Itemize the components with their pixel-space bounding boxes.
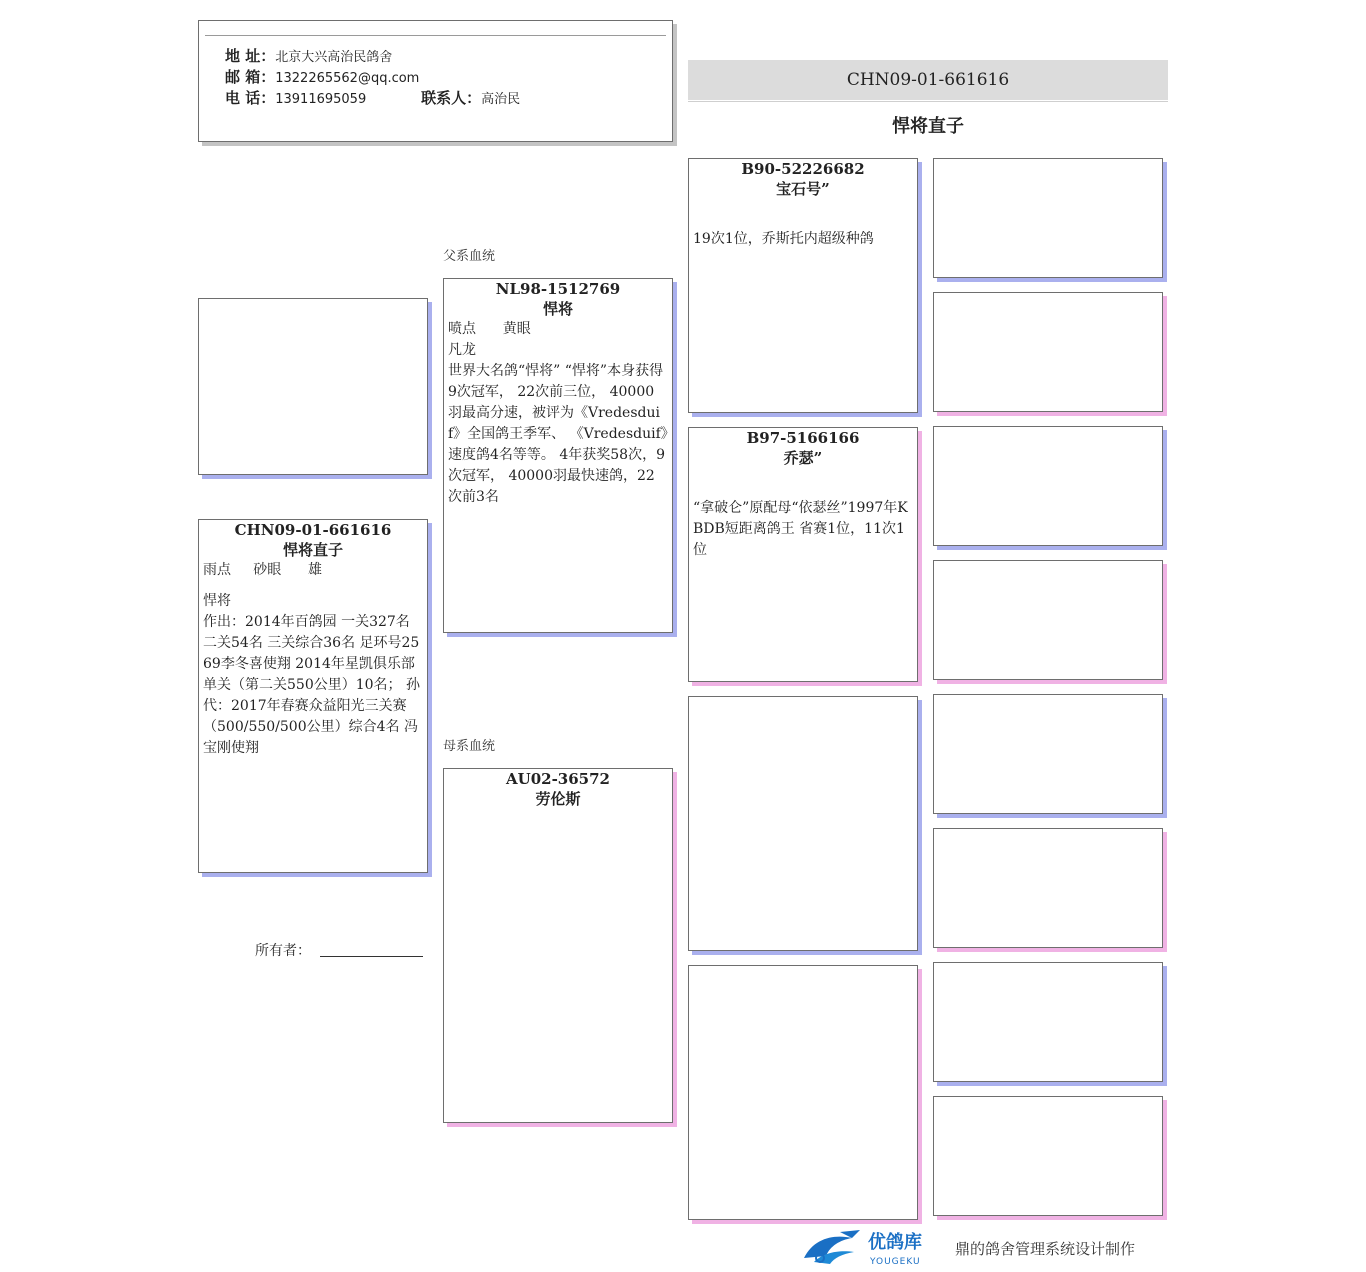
- phone-row: [225, 88, 520, 110]
- dam-dam-card: [688, 965, 918, 1220]
- ggp-card-8: [933, 1096, 1163, 1216]
- paternal-section-label: 父系血统: [443, 249, 496, 264]
- pedigree-header-name: 悍将直子: [892, 116, 964, 137]
- contact-divider: [205, 35, 666, 36]
- sire-sire-ring: B90-52226682: [741, 160, 865, 178]
- header-divider: [688, 101, 1168, 102]
- email-value: 1322265562@qq.com: [275, 71, 420, 86]
- sire-ring: NL98-1512769: [495, 280, 621, 298]
- owner-signature-line: [320, 956, 423, 957]
- contact-person-label: 联系人：: [421, 89, 482, 107]
- contact-box: [198, 20, 673, 142]
- address-value: 北京大兴高治民鸽舍: [275, 50, 393, 65]
- ggp-card-4: [933, 560, 1163, 680]
- subject-attributes: 雨点 砂眼 雄: [203, 562, 322, 578]
- sire-description: 凡龙 世界大名鸽“悍将” “悍将”本身获得9次冠军， 22次前三位， 40000羽最高分速，被评为《Vredesduif》全国鸽王季军、 《Vredesduif》速度鸽4名等等。 4年获奖58次，9次冠军， 40000羽最快速鸽，22次前3名: [448, 342, 668, 505]
- ggp-card-3: [933, 426, 1163, 546]
- phone-value: 13911695059: [275, 92, 367, 107]
- ggp-card-1: [933, 158, 1163, 278]
- sire-dam-card: [688, 427, 918, 682]
- yougeku-logo: [800, 1228, 948, 1268]
- email-label: 邮 箱：: [225, 68, 276, 86]
- logo-brand-cn: 优鸽库: [868, 1232, 922, 1253]
- subject-description: 悍将 作出：2014年百鸽园 一关327名 二关54名 三关综合36名 足环号2569李冬喜使翔 2014年星凯俱乐部单关（第二关550公里）10名； 孙代：2017年春赛众益阳光三关赛（500/550/500公里）综合4名 冯宝刚使翔: [203, 593, 420, 756]
- ggp-card-7: [933, 962, 1163, 1082]
- dam-name: 劳伦斯: [535, 790, 581, 808]
- logo-brand-en: YOUGEKU: [870, 1257, 921, 1267]
- sire-card: [443, 278, 673, 633]
- sire-dam-ring: B97-5166166: [746, 429, 860, 447]
- footer-credit: 鼎的鸽舍管理系统设计制作: [955, 1240, 1136, 1258]
- sire-dam-name: 乔瑟”: [783, 449, 823, 467]
- sire-name: 悍将: [542, 300, 573, 318]
- ggp-card-5: [933, 694, 1163, 814]
- sire-sire-card: [688, 158, 918, 413]
- owner-label: 所有者：: [255, 943, 311, 959]
- ggp-card-2: [933, 292, 1163, 412]
- sire-attributes: 喷点 黄眼: [448, 321, 531, 337]
- contact-person-value: 高治民: [481, 92, 521, 107]
- sire-dam-description: “拿破仑”原配母“依瑟丝”1997年KBDB短距离鸽王 省赛1位，11次1位: [693, 500, 908, 558]
- dam-ring: AU02-36572: [505, 770, 610, 788]
- pedigree-header-ring: CHN09-01-661616: [688, 60, 1168, 100]
- subject-card: [198, 519, 428, 873]
- pigeon-logo-icon: [800, 1228, 948, 1268]
- sire-sire-name: 宝石号”: [776, 180, 830, 198]
- email-row: [225, 67, 419, 89]
- maternal-section-label: 母系血统: [443, 739, 496, 754]
- address-row: [225, 46, 392, 68]
- subject-ring: CHN09-01-661616: [234, 521, 392, 539]
- dam-sire-card: [688, 696, 918, 951]
- dam-card: [443, 768, 673, 1123]
- subject-name: 悍将直子: [282, 541, 343, 559]
- ggp-card-6: [933, 828, 1163, 948]
- address-label: 地 址：: [225, 47, 276, 65]
- sire-sire-description: 19次1位，乔斯托内超级种鸽: [693, 231, 874, 247]
- phone-label: 电 话：: [225, 89, 276, 107]
- photo-box: [198, 298, 428, 475]
